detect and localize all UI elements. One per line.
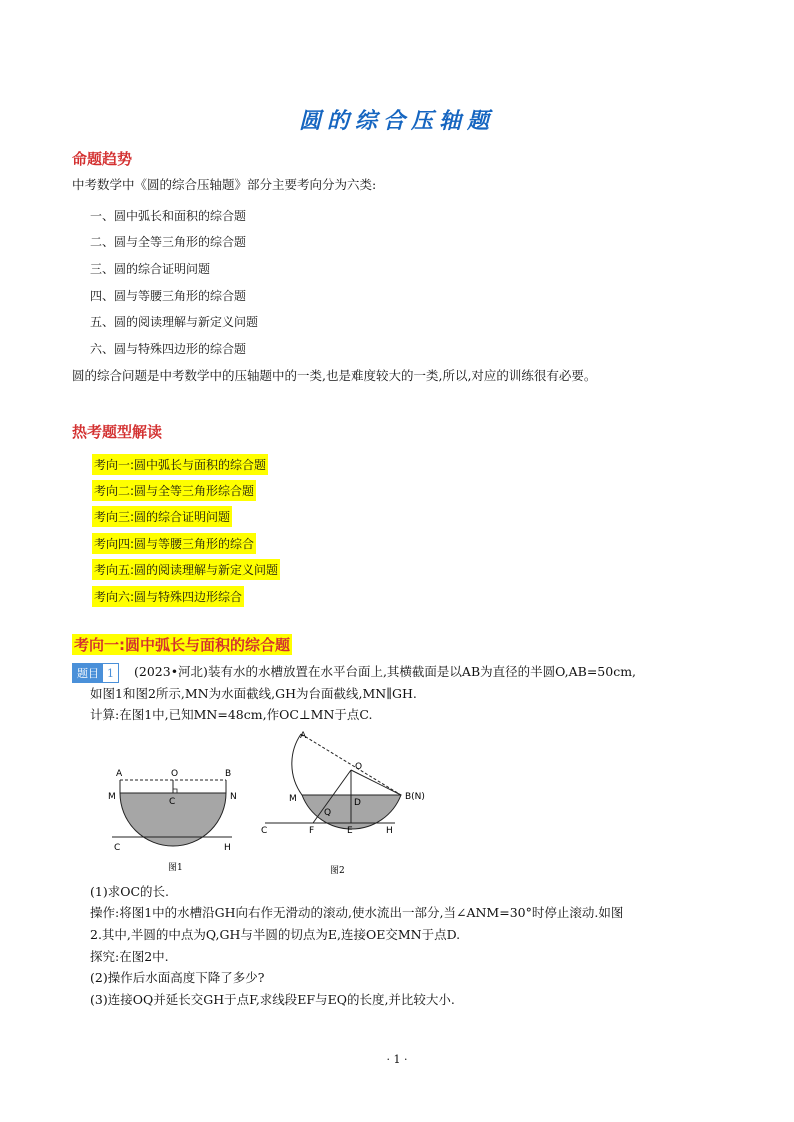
- fig1-label-h: H: [224, 843, 231, 853]
- fig2-caption: 图2: [330, 866, 345, 876]
- trend-item: 三、圆的综合证明问题: [90, 262, 211, 276]
- hot-item: 考向二:圆与全等三角形综合题: [92, 480, 256, 501]
- fig2-label-a: A: [300, 731, 307, 741]
- fig2-label-c: C: [261, 826, 268, 836]
- question-2: (2)操作后水面高度下降了多少?: [90, 970, 265, 985]
- direction1-heading: 考向一:圆中弧长与面积的综合题: [74, 636, 291, 654]
- trend-item: 六、圆与特殊四边形的综合题: [90, 342, 247, 356]
- fig2-arc: [292, 734, 302, 795]
- trend-item: 二、圆与全等三角形的综合题: [90, 235, 247, 249]
- fig1-label-a: A: [116, 769, 123, 779]
- figure-1: [100, 760, 250, 880]
- trend-item: 五、圆的阅读理解与新定义问题: [90, 315, 259, 329]
- fig2-label-bn: B(N): [405, 792, 425, 802]
- hot-item: 考向三:圆的综合证明问题: [92, 506, 232, 527]
- hot-item: 考向一:圆中弧长与面积的综合题: [92, 454, 268, 475]
- operation-line: 操作:将图1中的水槽沿GH向右作无滑动的滚动,使水流出一部分,当∠ANM=30°时停止滚动.如图: [90, 905, 624, 920]
- problem-line: (2023•河北)装有水的水槽放置在水平台面上,其横截面是以AB为直径的半圆O,AB=50cm,: [134, 664, 637, 679]
- trend-heading: 命题趋势: [72, 150, 133, 168]
- fig2-label-h: H: [386, 826, 393, 836]
- problem-line: 如图1和图2所示,MN为水面截线,GH为台面截线,MN∥GH.: [90, 686, 417, 701]
- explore-line: 探究:在图2中.: [90, 949, 169, 964]
- trend-summary: 圆的综合问题是中考数学中的压轴题中的一类,也是难度较大的一类,所以,对应的训练很有必要。: [72, 368, 597, 383]
- fig1-label-n: N: [230, 792, 237, 802]
- fig1-label-c: C: [169, 797, 176, 807]
- trend-intro: 中考数学中《圆的综合压轴题》部分主要考向分为六类:: [72, 177, 377, 192]
- fig2-label-d: D: [354, 798, 361, 808]
- page-number: · 1 ·: [386, 1053, 408, 1066]
- operation-line: 2.其中,半圆的中点为Q,GH与半圆的切点为E,连接OE交MN于点D.: [90, 927, 461, 942]
- fig2-label-m: M: [289, 794, 297, 804]
- page-title: 圆的综合压轴题: [298, 108, 495, 134]
- trend-item: 一、圆中弧长和面积的综合题: [90, 209, 247, 223]
- fig2-label-q: Q: [324, 808, 332, 818]
- badge-label: 题目: [73, 664, 103, 682]
- fig1-label-g: C: [114, 843, 121, 853]
- question-1: (1)求OC的长.: [90, 884, 169, 899]
- question-3: (3)连接OQ并延长交GH于点F,求线段EF与EQ的长度,并比较大小.: [90, 992, 455, 1007]
- fig2-ob: [351, 770, 401, 795]
- fig2-label-e: E: [347, 826, 353, 836]
- hot-item: 考向五:圆的阅读理解与新定义问题: [92, 559, 280, 580]
- problem-badge: [72, 662, 119, 683]
- fig1-caption: 图1: [168, 863, 183, 873]
- figure-2: [255, 725, 455, 880]
- fig2-label-o: O: [355, 762, 363, 772]
- fig2-label-f: F: [309, 826, 315, 836]
- trend-item: 四、圆与等腰三角形的综合题: [90, 289, 247, 303]
- fig1-label-o: O: [171, 769, 179, 779]
- hot-heading: 热考题型解读: [72, 423, 163, 441]
- problem-line: 计算:在图1中,已知MN=48cm,作OC⊥MN于点C.: [90, 707, 373, 722]
- fig1-label-b: B: [225, 769, 232, 779]
- fig1-label-m: M: [108, 792, 116, 802]
- badge-number: 1: [107, 667, 114, 680]
- hot-item: 考向四:圆与等腰三角形的综合: [92, 533, 256, 554]
- hot-item: 考向六:圆与特殊四边形综合: [92, 586, 244, 607]
